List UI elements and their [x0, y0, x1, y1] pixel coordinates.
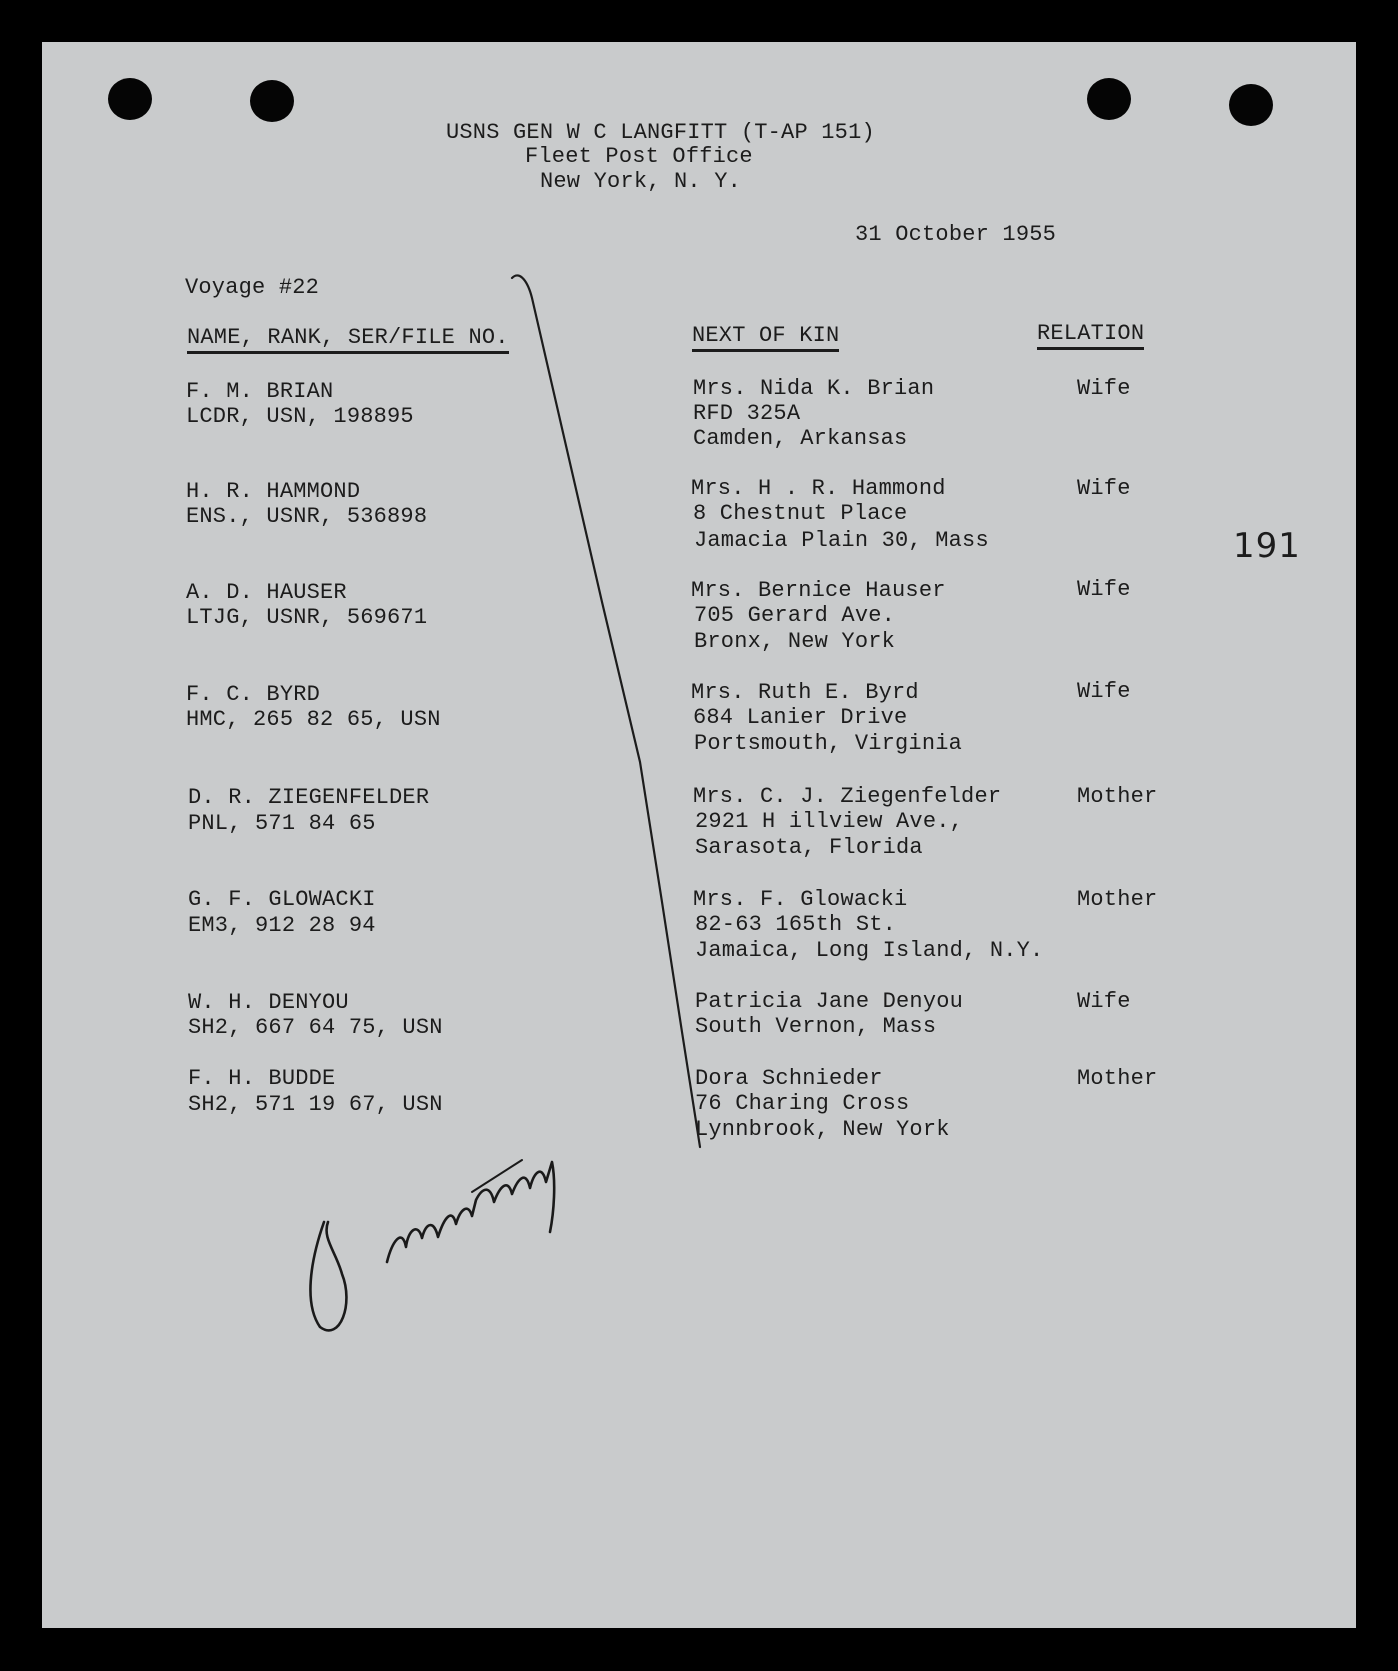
kin-name: Mrs. Nida K. Brian: [693, 376, 935, 401]
kin-name: Patricia Jane Denyou: [695, 989, 964, 1014]
kin-address: RFD 325A: [693, 401, 801, 426]
kin-address: 8 Chestnut Place: [693, 501, 908, 526]
entry-rank: HMC, 265 82 65, USN: [186, 707, 441, 732]
kin-city: Camden, Arkansas: [693, 426, 908, 451]
entry-name: D. R. ZIEGENFELDER: [188, 785, 430, 810]
entry-name: H. R. HAMMOND: [186, 479, 361, 504]
kin-name: Mrs. Bernice Hauser: [691, 578, 946, 603]
page-number: 191: [1233, 526, 1301, 566]
kin-city: Portsmouth, Virginia: [694, 731, 963, 756]
entry-name: A. D. HAUSER: [186, 580, 347, 605]
kin-city: Sarasota, Florida: [695, 835, 923, 860]
kin-address: 705 Gerard Ave.: [694, 603, 896, 628]
relation: Wife: [1077, 376, 1131, 401]
entry-rank: PNL, 571 84 65: [188, 811, 376, 836]
relation: Wife: [1077, 577, 1131, 602]
relation: Wife: [1077, 679, 1131, 704]
pen-markings: [42, 42, 1356, 1628]
fleet-post-office: Fleet Post Office: [525, 144, 753, 169]
relation: Mother: [1077, 1066, 1158, 1091]
entry-rank: LTJG, USNR, 569671: [186, 605, 428, 630]
kin-name: Mrs. F. Glowacki: [693, 887, 908, 912]
entry-name: F. C. BYRD: [186, 682, 321, 707]
kin-name: Mrs. C. J. Ziegenfelder: [693, 784, 1002, 809]
entry-name: W. H. DENYOU: [188, 990, 349, 1015]
kin-name: Dora Schnieder: [695, 1066, 883, 1091]
handwritten-signature: [310, 1162, 554, 1330]
letter-date: 31 October 1955: [855, 222, 1057, 247]
voyage-number: Voyage #22: [185, 275, 320, 300]
column-header-relation: RELATION: [1037, 321, 1144, 350]
kin-city: Lynnbrook, New York: [695, 1117, 950, 1142]
ship-name: USNS GEN W C LANGFITT (T-AP 151): [446, 120, 875, 145]
kin-city: Jamacia Plain 30, Mass: [694, 528, 989, 553]
entry-name: G. F. GLOWACKI: [188, 887, 376, 912]
kin-name: Mrs. H . R. Hammond: [691, 476, 946, 501]
relation: Mother: [1077, 784, 1158, 809]
entry-rank: ENS., USNR, 536898: [186, 504, 428, 529]
kin-address: 82-63 165th St.: [695, 912, 897, 937]
kin-name: Mrs. Ruth E. Byrd: [691, 680, 919, 705]
entry-rank: SH2, 667 64 75, USN: [188, 1015, 443, 1040]
relation: Mother: [1077, 887, 1158, 912]
city-line: New York, N. Y.: [540, 169, 742, 194]
kin-address: South Vernon, Mass: [695, 1014, 937, 1039]
entry-rank: LCDR, USN, 198895: [186, 404, 414, 429]
pen-divider-line: [512, 275, 700, 1147]
kin-address: 2921 H illview Ave.,: [695, 809, 964, 834]
document-page: [42, 42, 1356, 1628]
column-header-kin: NEXT OF KIN: [692, 323, 839, 352]
column-header-name: NAME, RANK, SER/FILE NO.: [187, 325, 509, 354]
entry-name: F. H. BUDDE: [188, 1066, 336, 1091]
entry-rank: EM3, 912 28 94: [188, 913, 376, 938]
kin-address: 684 Lanier Drive: [693, 705, 908, 730]
kin-city: Bronx, New York: [694, 629, 896, 654]
entry-rank: SH2, 571 19 67, USN: [188, 1092, 443, 1117]
kin-city: Jamaica, Long Island, N.Y.: [695, 938, 1044, 963]
kin-address: 76 Charing Cross: [695, 1091, 910, 1116]
relation: Wife: [1077, 989, 1131, 1014]
entry-name: F. M. BRIAN: [186, 379, 334, 404]
relation: Wife: [1077, 476, 1131, 501]
